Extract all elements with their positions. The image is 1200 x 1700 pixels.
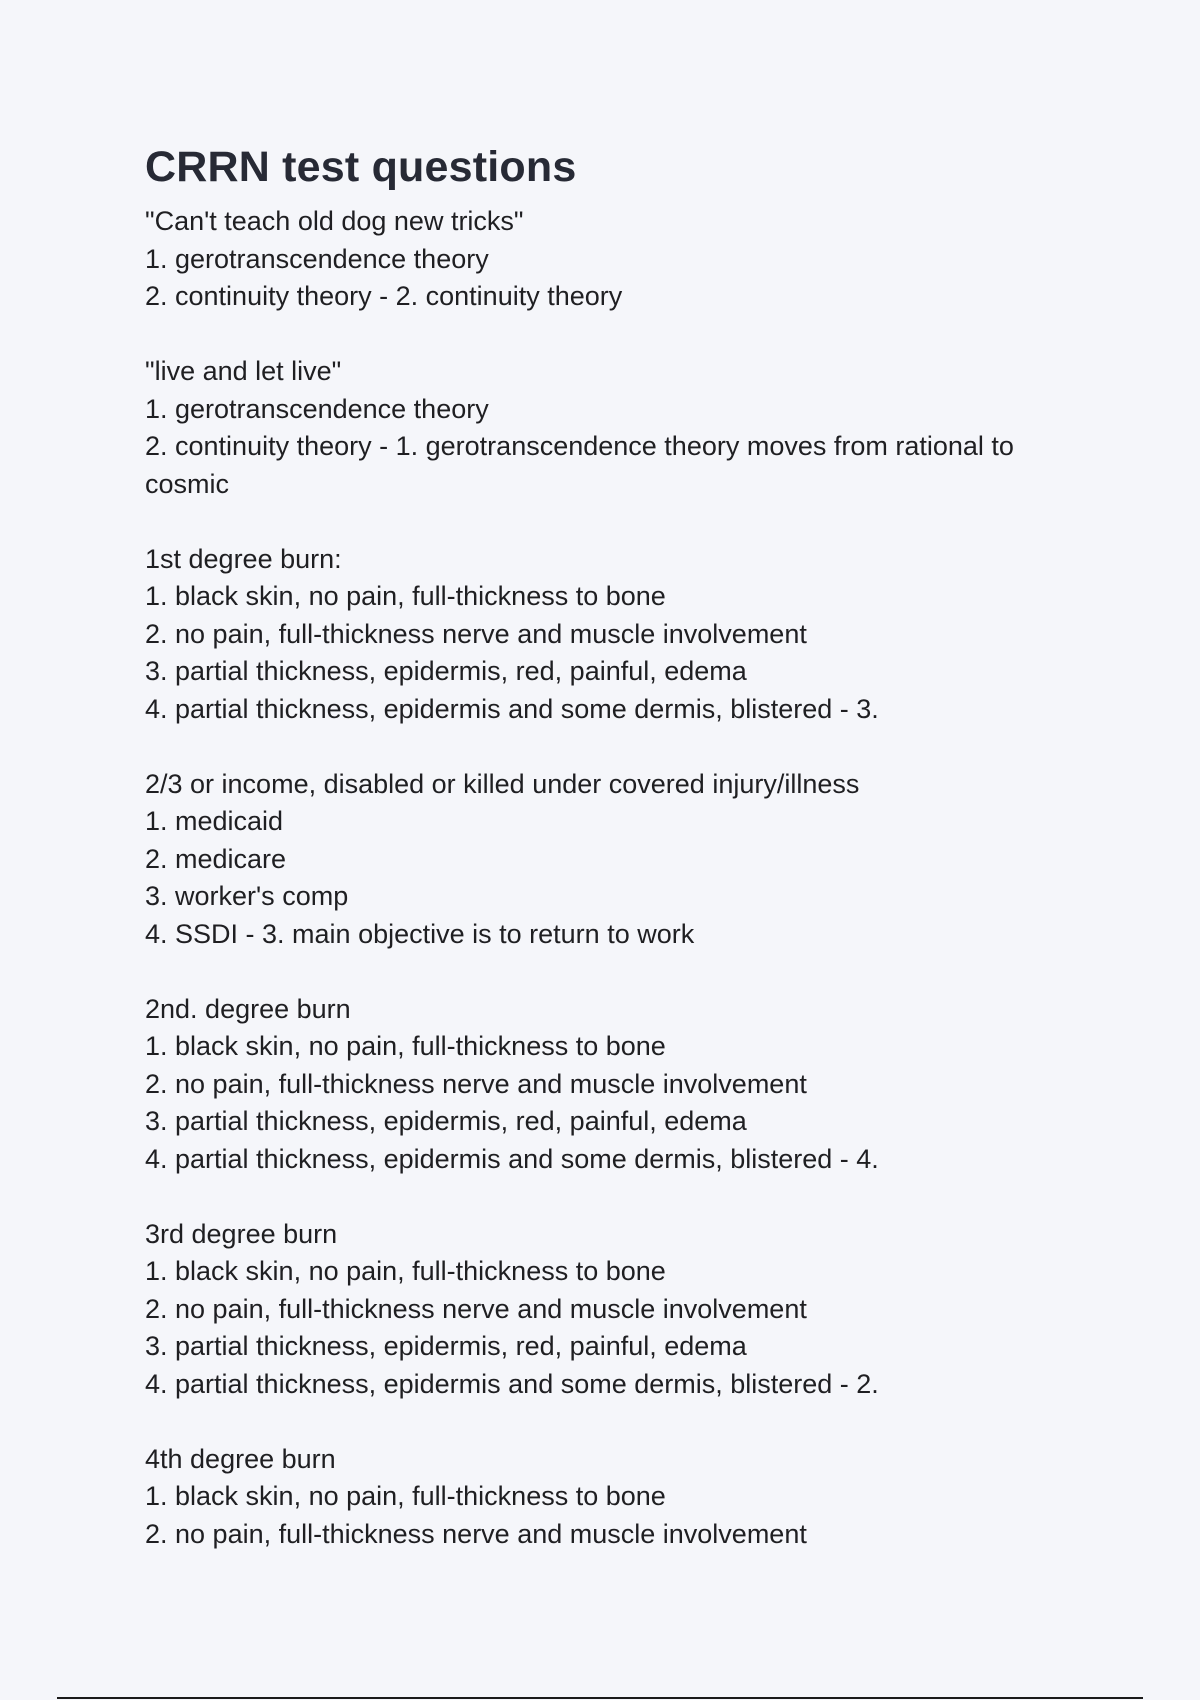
answer-option: 2. continuity theory - 2. continuity theory [145,281,623,312]
page-title: CRRN test questions [145,143,577,191]
answer-option: 1. gerotranscendence theory [145,393,489,424]
answer-option: 1. black skin, no pain, full-thickness to bone [145,1256,666,1287]
question-block [145,991,1075,1179]
question-block [145,1216,1075,1404]
question-block [145,766,1075,954]
question-block [145,353,1075,503]
answer-option: 1. gerotranscendence theory [145,243,489,274]
answer-option: 4. partial thickness, epidermis and some dermis, blistered - 2. [145,1368,879,1399]
answer-option: 4. SSDI - 3. main objective is to return to work [145,918,695,949]
answer-option: 3. partial thickness, epidermis, red, painful, edema [145,656,747,687]
document-content [145,144,1075,1591]
answer-option: 1. black skin, no pain, full-thickness to bone [145,1481,666,1512]
answer-option: 4. partial thickness, epidermis and some dermis, blistered - 4. [145,1143,879,1174]
question-prompt: "live and let live" [145,356,342,387]
question-prompt: 4th degree burn [145,1443,336,1474]
question-block [145,203,1075,316]
question-block [145,541,1075,729]
answer-option: 2. no pain, full-thickness nerve and muscle involvement [145,1293,807,1324]
answer-option: 2. no pain, full-thickness nerve and muscle involvement [145,1068,807,1099]
question-prompt: 3rd degree burn [145,1218,338,1249]
question-block [145,1441,1075,1554]
answer-option: 2. no pain, full-thickness nerve and muscle involvement [145,618,807,649]
answer-option: 4. partial thickness, epidermis and some dermis, blistered - 3. [145,693,879,724]
answer-option: 2. no pain, full-thickness nerve and muscle involvement [145,1518,807,1549]
answer-option: 3. worker's comp [145,881,349,912]
answer-option: 1. black skin, no pain, full-thickness to bone [145,1031,666,1062]
answer-option: 1. medicaid [145,806,284,837]
question-prompt: 1st degree burn: [145,543,342,574]
answer-option: 2. continuity theory - 1. gerotranscendence theory moves from rational to cosmic [145,431,1014,499]
question-prompt: 2nd. degree burn [145,993,351,1024]
question-prompt: "Can't teach old dog new tricks" [145,206,524,237]
answer-option: 3. partial thickness, epidermis, red, painful, edema [145,1106,747,1137]
answer-option: 3. partial thickness, epidermis, red, painful, edema [145,1331,747,1362]
answer-option: 1. black skin, no pain, full-thickness to bone [145,581,666,612]
page-bottom-divider [57,1697,1143,1699]
question-prompt: 2/3 or income, disabled or killed under covered injury/illness [145,768,860,799]
answer-option: 2. medicare [145,843,287,874]
